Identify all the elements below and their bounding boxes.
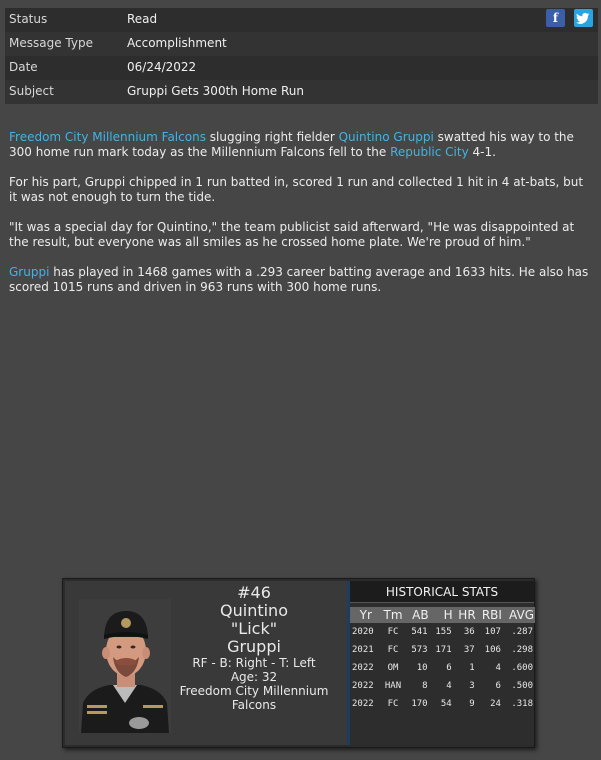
table-row bbox=[350, 623, 535, 641]
cell-avg: .500 bbox=[511, 681, 533, 691]
col-tm[interactable]: Tm bbox=[381, 607, 406, 623]
subject-row bbox=[5, 80, 598, 104]
cell-tm: HAN bbox=[384, 681, 402, 691]
cell-yr: 2022 bbox=[352, 699, 374, 709]
article-text: has played in 1468 games with a .293 career batting average and 1633 hits. He also has scored 1015 runs and driven in 963 runs with 300 home runs. bbox=[9, 265, 589, 294]
facebook-share-icon[interactable]: f bbox=[546, 9, 565, 27]
subject-label: Subject bbox=[9, 84, 54, 98]
cell-hr: 9 bbox=[469, 699, 475, 709]
twitter-share-icon[interactable] bbox=[574, 9, 593, 27]
status-label: Status bbox=[9, 12, 48, 26]
cell-rbi: 24 bbox=[490, 699, 501, 709]
cell-yr: 2020 bbox=[352, 627, 374, 637]
cell-tm: FC bbox=[387, 627, 399, 637]
cell-hr: 37 bbox=[463, 645, 475, 655]
date-value: 06/24/2022 bbox=[127, 60, 197, 74]
player-info-panel bbox=[65, 581, 347, 745]
article-text: swatted his way to the 300 home run mark today as the Millennium Falcons fell to the bbox=[9, 130, 574, 159]
date-row bbox=[5, 56, 598, 80]
col-rbi[interactable]: RBI bbox=[477, 607, 503, 623]
message-type-label: Message Type bbox=[9, 36, 93, 50]
article-paragraph-3: "It was a special day for Quintino," the team publicist said afterward, "He was disappointed at the result, but everyone was all smiles as he crossed home plate. We're proud of him." bbox=[9, 220, 575, 249]
cell-rbi: 107 bbox=[484, 627, 501, 637]
cell-avg: .298 bbox=[511, 645, 533, 655]
player-age: Age: 32 bbox=[230, 670, 278, 684]
cell-ab: 170 bbox=[411, 699, 428, 709]
player-portrait[interactable] bbox=[79, 599, 171, 733]
col-h[interactable]: H bbox=[430, 607, 454, 623]
cell-ab: 10 bbox=[416, 663, 428, 673]
player-link[interactable]: Quintino Gruppi bbox=[338, 130, 434, 144]
col-avg[interactable]: AVG bbox=[503, 607, 535, 623]
table-row bbox=[350, 659, 535, 677]
cell-rbi: 6 bbox=[495, 681, 501, 691]
player-number: #46 bbox=[237, 583, 271, 602]
team-link[interactable]: Freedom City Millennium Falcons bbox=[9, 130, 206, 144]
subject-value: Gruppi Gets 300th Home Run bbox=[127, 84, 304, 98]
cell-rbi: 106 bbox=[484, 645, 501, 655]
cell-yr: 2022 bbox=[352, 681, 374, 691]
player-position: RF - B: Right - T: Left bbox=[192, 656, 316, 670]
cell-ab: 541 bbox=[411, 627, 428, 637]
cell-hr: 3 bbox=[469, 681, 475, 691]
player-link-2[interactable]: Gruppi bbox=[9, 265, 50, 279]
player-card bbox=[62, 578, 535, 748]
cell-ab: 8 bbox=[422, 681, 428, 691]
cell-yr: 2021 bbox=[352, 645, 374, 655]
article-paragraph-4 bbox=[9, 265, 594, 295]
cell-avg: .318 bbox=[511, 699, 533, 709]
cell-h: 54 bbox=[440, 699, 452, 709]
table-row bbox=[350, 641, 535, 659]
historical-stats-panel bbox=[350, 581, 534, 745]
table-row bbox=[350, 677, 535, 695]
cell-rbi: 4 bbox=[495, 663, 501, 673]
cell-h: 4 bbox=[446, 681, 452, 691]
col-yr[interactable]: Yr bbox=[350, 607, 381, 623]
message-type-row bbox=[5, 32, 598, 56]
player-first-name[interactable]: Quintino bbox=[220, 601, 288, 620]
cell-ab: 573 bbox=[411, 645, 428, 655]
table-row bbox=[350, 695, 535, 713]
col-ab[interactable]: AB bbox=[406, 607, 430, 623]
cell-h: 6 bbox=[446, 663, 452, 673]
cell-hr: 36 bbox=[463, 627, 475, 637]
historical-stats-table bbox=[350, 607, 535, 713]
cell-h: 171 bbox=[435, 645, 452, 655]
article-text: slugging right fielder bbox=[205, 130, 339, 144]
cell-tm: OM bbox=[387, 663, 399, 673]
date-label: Date bbox=[9, 60, 38, 74]
player-last-name[interactable]: Gruppi bbox=[227, 637, 281, 656]
player-team[interactable]: Freedom City Millennium Falcons bbox=[179, 684, 329, 712]
player-nickname: "Lick" bbox=[230, 619, 278, 638]
cell-avg: .600 bbox=[511, 663, 533, 673]
cell-hr: 1 bbox=[469, 663, 475, 673]
article-body bbox=[9, 130, 594, 310]
opponent-link[interactable]: Republic City bbox=[390, 145, 469, 159]
historical-stats-title: HISTORICAL STATS bbox=[350, 581, 534, 603]
status-value: Read bbox=[127, 12, 158, 26]
cell-yr: 2022 bbox=[352, 663, 374, 673]
message-type-value: Accomplishment bbox=[127, 36, 227, 50]
cell-tm: FC bbox=[387, 699, 399, 709]
status-row bbox=[5, 8, 598, 32]
article-paragraph-1 bbox=[9, 130, 594, 160]
stats-header-row bbox=[350, 607, 535, 623]
message-header bbox=[5, 8, 598, 104]
cell-avg: .287 bbox=[511, 627, 533, 637]
player-details bbox=[161, 584, 347, 712]
article-text: 4-1. bbox=[468, 145, 496, 159]
col-hr[interactable]: HR bbox=[454, 607, 477, 623]
cell-tm: FC bbox=[387, 645, 399, 655]
cell-h: 155 bbox=[435, 627, 452, 637]
article-paragraph-2: For his part, Gruppi chipped in 1 run batted in, scored 1 run and collected 1 hit in 4 at-bats, but it was not enough to turn the tide. bbox=[9, 175, 584, 204]
